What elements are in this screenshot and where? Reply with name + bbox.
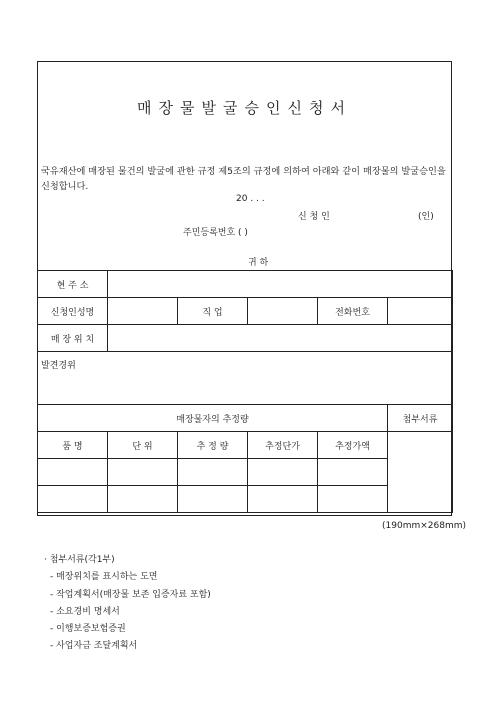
attachments-header: 첨부서류 (388, 405, 453, 432)
form-table (37, 270, 453, 513)
cell-unit-price[interactable] (248, 486, 318, 513)
attachment-item: - 작업계획서(매장물 보존 입증자료 포함) (50, 589, 211, 600)
history-field[interactable] (38, 352, 453, 405)
cell-value[interactable] (318, 459, 388, 486)
attachments-list (44, 552, 211, 656)
cell-quantity[interactable] (178, 459, 248, 486)
phone-field[interactable] (388, 298, 453, 325)
job-field[interactable] (248, 298, 318, 325)
resident-number-line: 주민등록번호 ( ) (183, 228, 248, 238)
applicant-line (298, 209, 434, 222)
address-field[interactable] (108, 271, 453, 298)
history-label: 발견경위 (41, 361, 76, 371)
location-row (38, 325, 453, 352)
form-title: 매장물발굴승인신청서 (137, 99, 352, 117)
name-label: 신청인성명 (38, 298, 108, 325)
job-label: 직 업 (178, 298, 248, 325)
name-field[interactable] (108, 298, 178, 325)
column-quantity: 추 정 량 (178, 432, 248, 459)
address-row (38, 271, 453, 298)
paper-size-note: (190mm×268mm) (382, 521, 466, 531)
cell-item-name[interactable] (38, 486, 108, 513)
attachment-item: - 소요경비 명세서 (50, 606, 120, 617)
column-unit: 단 위 (108, 432, 178, 459)
cell-item-name[interactable] (38, 459, 108, 486)
attachments-cell[interactable] (388, 432, 453, 513)
column-value: 추정가액 (318, 432, 388, 459)
application-form (37, 61, 452, 516)
location-label: 매 장 위 치 (38, 325, 108, 352)
seal-mark: (인) (418, 212, 434, 222)
estimate-header-row (38, 405, 453, 432)
location-field[interactable] (108, 325, 453, 352)
cell-value[interactable] (318, 486, 388, 513)
application-statement: 국유재산에 매장된 물건의 발굴에 관한 규정 제5조의 규정에 의하여 아래와 같이 매장물의 발굴승인을 신청합니다. (41, 166, 446, 192)
applicant-row (38, 298, 453, 325)
date-line: 20 . . . (236, 194, 265, 204)
cell-unit-price[interactable] (248, 459, 318, 486)
history-row (38, 352, 453, 405)
column-item-name: 품 명 (38, 432, 108, 459)
column-unit-price: 추정단가 (248, 432, 318, 459)
recipient-line: 귀 하 (248, 258, 269, 268)
attachment-item: - 이행보증보험증권 (50, 624, 126, 635)
cell-unit[interactable] (108, 486, 178, 513)
cell-unit[interactable] (108, 459, 178, 486)
estimate-columns-row (38, 432, 453, 459)
address-label: 현 주 소 (38, 271, 108, 298)
attachment-item: - 매장위치를 표시하는 도면 (50, 572, 158, 583)
phone-label: 전화번호 (318, 298, 388, 325)
attachments-title: · 첨부서류(각1부) (44, 555, 115, 565)
estimate-header: 매장물자의 추정량 (38, 405, 388, 432)
cell-quantity[interactable] (178, 486, 248, 513)
attachment-item: - 사업자금 조달계획서 (50, 641, 138, 652)
applicant-label: 신 청 인 (298, 212, 330, 222)
